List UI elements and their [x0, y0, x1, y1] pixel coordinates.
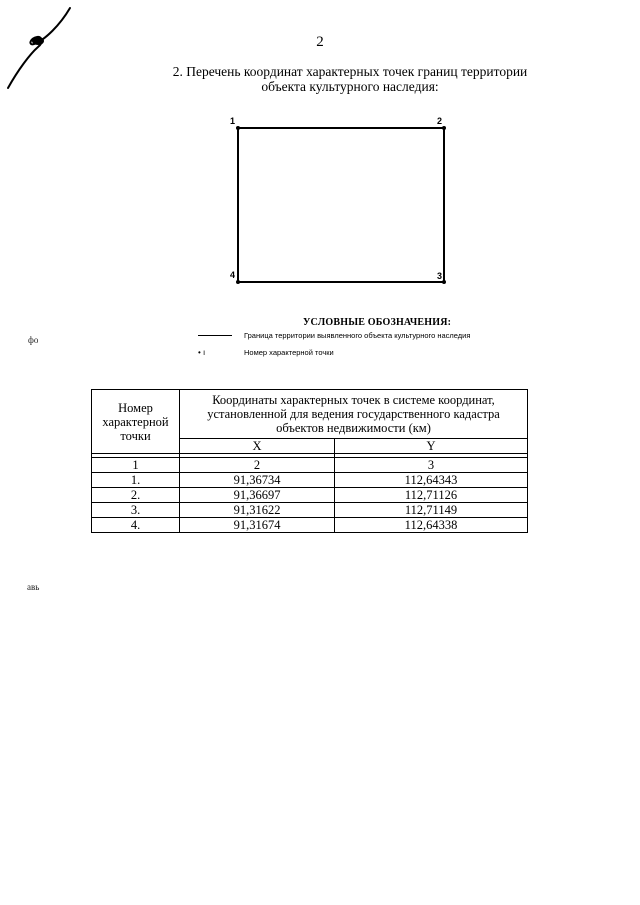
- legend-title: УСЛОВНЫЕ ОБОЗНАЧЕНИЯ:: [303, 317, 452, 328]
- legend-boundary-row: [198, 331, 470, 340]
- header-point-number: Номер характерной точки: [92, 390, 180, 454]
- boundary-point-1: [236, 126, 240, 130]
- table-index-cell: 3: [335, 458, 528, 473]
- table-cell-x: 91,36697: [180, 488, 335, 503]
- header-coordinates: Координаты характерных точек в системе координат, установленной для ведения государственного кадастра объектов недвижимости (км): [180, 390, 528, 439]
- table-cell-num: 3.: [92, 503, 180, 518]
- header-x: X: [180, 439, 335, 454]
- table-cell-x: 91,36734: [180, 473, 335, 488]
- table-cell-y: 112,64338: [335, 518, 528, 533]
- boundary-scheme: [222, 112, 462, 292]
- boundary-point-label-3: 3: [437, 271, 443, 281]
- legend-boundary-line: [198, 335, 232, 336]
- legend-point-label: Номер характерной точки: [244, 348, 334, 357]
- table-cell-x: 91,31622: [180, 503, 335, 518]
- boundary-point-label-2: 2: [437, 116, 443, 126]
- section-title-line2: объекта культурного наследия:: [261, 79, 439, 94]
- boundary-point-3: [442, 280, 446, 284]
- table-row: [92, 473, 528, 488]
- legend-point-symbol: • ı: [198, 348, 206, 357]
- margin-mark-2: авь: [27, 582, 40, 592]
- table-cell-y: 112,64343: [335, 473, 528, 488]
- table-cell-num: 4.: [92, 518, 180, 533]
- legend-point-row: [198, 348, 334, 357]
- page-number: 2: [316, 34, 324, 50]
- boundary-polygon: [238, 128, 444, 282]
- table-cell-x: 91,31674: [180, 518, 335, 533]
- table-cell-num: 1.: [92, 473, 180, 488]
- table-cell-y: 112,71149: [335, 503, 528, 518]
- header-y: Y: [335, 439, 528, 454]
- table-row: [92, 518, 528, 533]
- table-index-cell: 1: [92, 458, 180, 473]
- section-title: [140, 64, 560, 94]
- table-header-row: [92, 390, 528, 439]
- table-row: [92, 488, 528, 503]
- boundary-point-label-4: 4: [230, 270, 236, 280]
- table-index-row: [92, 458, 528, 473]
- boundary-point-2: [442, 126, 446, 130]
- table-cell-num: 2.: [92, 488, 180, 503]
- legend-boundary-label: Граница территории выявленного объекта культурного наследия: [244, 331, 471, 340]
- boundary-point-4: [236, 280, 240, 284]
- section-title-line1: 2. Перечень координат характерных точек границ территории: [172, 64, 528, 79]
- table-row: [92, 503, 528, 518]
- boundary-point-label-1: 1: [230, 116, 236, 126]
- coordinates-table: [91, 389, 528, 533]
- margin-mark-1: фо: [28, 335, 39, 345]
- table-index-cell: 2: [180, 458, 335, 473]
- table-cell-y: 112,71126: [335, 488, 528, 503]
